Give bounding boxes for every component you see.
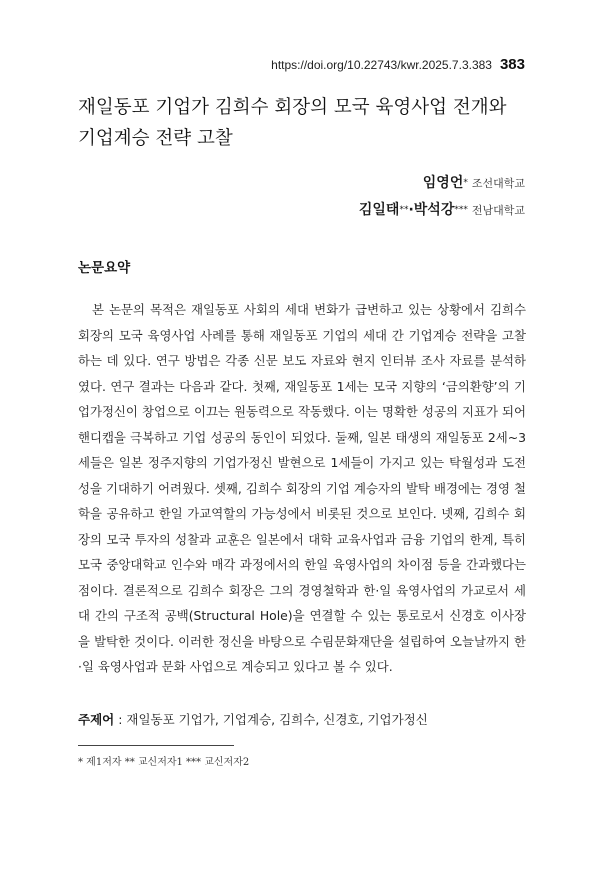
- author-separator: ·: [408, 202, 414, 218]
- author-mark: ***: [454, 205, 468, 215]
- abstract-heading: 논문요약: [78, 260, 131, 276]
- author-name: 박석강: [413, 202, 455, 218]
- author-affiliation: 전남대학교: [471, 204, 525, 217]
- author-affiliation: 조선대학교: [471, 177, 525, 190]
- author-name: 김일태: [358, 202, 400, 218]
- keywords-separator: :: [114, 712, 127, 727]
- footnote-divider: [78, 745, 234, 746]
- keywords-label: 주제어: [78, 712, 115, 727]
- page-number: 383: [499, 56, 525, 73]
- author-line-1: [359, 170, 525, 197]
- keywords-text: 재일동포 기업가, 기업계승, 김희수, 신경호, 기업가정신: [126, 712, 428, 727]
- author-line-2: [359, 197, 525, 224]
- paper-title: 재일동포 기업가 김희수 회장의 모국 육영사업 전개와 기업계승 전략 고찰: [78, 97, 507, 149]
- doi-link[interactable]: https://doi.org/10.22743/kwr.2025.7.3.383: [271, 58, 492, 72]
- author-mark: *: [463, 178, 468, 188]
- page-header: [271, 56, 525, 73]
- keywords: [78, 710, 538, 728]
- abstract-body: 본 논문의 목적은 재일동포 사회의 세대 변화가 급변하고 있는 상황에서 김희수 회장의 모국 육영사업 사례를 통해 재일동포 기업의 세대 간 기업계승 전략을 고찰하는 데 있다. 연구 방법은 각종 신문 보도 자료와 현지 인터뷰 조사 자료를 분석하였다. 연구 결과는 다음과 같다. 첫째, 재일동포 1세는 모국 지향의 ‘금의환향’의 기업가정신이 창업으로 이끄는 원동력으로 작동했다. 이는 명확한 성공의 지표가 되어 핸디캡을 극복하고 기업 성공의 동인이 되었다. 둘째, 일본 태생의 재일동포 2세~3세들은 일본 정주지향의 기업가정신 발현으로 1세들이 가지고 있는 탁월성과 도전성을 기대하기 어려웠다. 셋째, 김희수 회장의 기업 계승자의 발탁 배경에는 경영 철학을 공유하고 한일 가교역할의 가능성에서 비롯된 것으로 보인다. 넷째, 김희수 회장의 모국 투자의 성찰과 교훈은 일본에서 대학 교육사업과 금융 기업의 한계, 특히 모국 중앙대학교 인수와 매각 과정에서의 한일 육영사업의 차이점 등을 간과했다는 점이다. 결론적으로 김희수 회장은 그의 경영철학과 한·일 육영사업의 가교로서 세대 간의 구조적 공백(Structural Hole)을 연결할 수 있는 통로로서 신경호 이사장을 발탁한 것이다. 이러한 정신을 바탕으로 수림문화재단을 설립하여 오늘날까지 한·일 육영사업과 문화 사업으로 계승되고 있다고 볼 수 있다.: [78, 302, 526, 674]
- author-name: 임영언: [422, 175, 464, 191]
- author-mark: **: [399, 205, 409, 215]
- author-block: [359, 170, 525, 224]
- footnote: * 제1저자 ** 교신저자1 *** 교신저자2: [78, 757, 250, 768]
